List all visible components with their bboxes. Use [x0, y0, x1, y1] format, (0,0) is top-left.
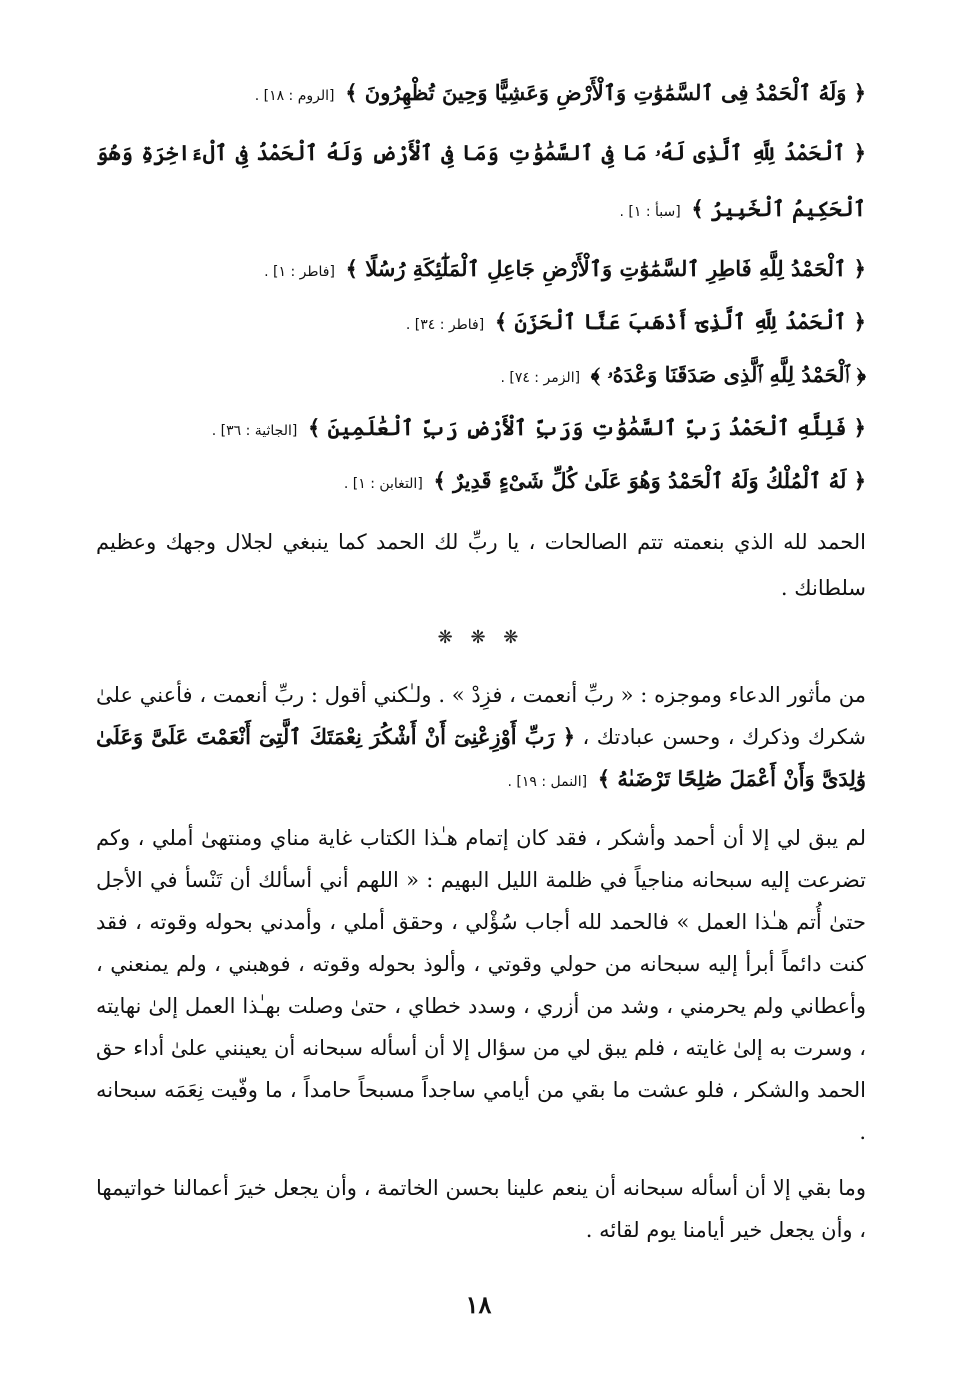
closing-praise-paragraph: الحمد لله الذي بنعمته تتم الصالحات ، يا ربِّ لك الحمد كما ينبغي لجلال وجهك وعظيم سلطانك .: [96, 530, 866, 600]
verse-reference: [الروم : ١٨] .: [254, 88, 335, 104]
verse-line: [96, 307, 866, 340]
verse-reference: [الزمر : ٧٤] .: [500, 370, 581, 386]
page-body: [96, 78, 866, 1265]
quran-verse: ﴿ فَلِلَّهِ ٱلْحَمْدُ رَبِّ ٱلسَّمَٰوَٰتِ وَرَبِّ ٱلْأَرْضِ رَبِّ ٱلْعَٰلَمِينَ ﴾: [308, 415, 866, 440]
page-number: ١٨: [465, 1290, 492, 1319]
verse-line: [96, 78, 866, 111]
verse-line: [96, 125, 866, 240]
quran-verse: ﴿ لَهُ ٱلْمُلْكُ وَلَهُ ٱلْحَمْدُ وَهُوَ عَلَىٰ كُلِّ شَىْءٍ قَدِيرٌ ﴾: [433, 468, 866, 493]
verse-line: [96, 413, 866, 446]
verse-reference: [النمل : ١٩] .: [507, 774, 588, 790]
verse-line: [96, 254, 866, 287]
dua-paragraph: [96, 674, 866, 803]
quran-verse: ﴿ ٱلْحَمْدُ لِلَّهِ ٱلَّذِى لَهُۥ مَا فِى ٱلسَّمَٰوَٰتِ وَمَا فِى ٱلْأَرْضِ وَلَهُ ٱلْحَمْدُ فِى ٱلْءَاخِرَةِ وَهُوَ ٱلْحَكِيمُ ٱلْخَبِيرُ ﴾: [96, 140, 866, 221]
quran-verse: ﴿ ٱلْحَمْدُ لِلَّهِ ٱلَّذِى صَدَقَنَا وَعْدَهُۥ ﴾: [590, 362, 866, 387]
dua-text: من مأثور الدعاء وموجزه : « ربِّ أنعمت ، فزِدْ » . ولـٰكني أقول : ربِّ أنعمت ، فأعني علىٰ شكرك وذكرك ، وحسن عبادتك ،: [96, 683, 866, 749]
quran-verse: ﴿ ٱلْحَمْدُ لِلَّهِ ٱلَّذِىٓ أَذْهَبَ عَنَّا ٱلْحَزَنَ ﴾: [494, 309, 866, 334]
verse-reference: [فاطر : ١] .: [264, 264, 335, 280]
quran-verse: ﴿ ٱلْحَمْدُ لِلَّهِ فَاطِرِ ٱلسَّمَٰوَٰتِ وَٱلْأَرْضِ جَاعِلِ ٱلْمَلَٰٓئِكَةِ رُسُلًا ﴾: [345, 256, 866, 281]
section-separator: ❋ ❋ ❋: [437, 627, 525, 648]
quran-verse: ﴿ وَلَهُ ٱلْحَمْدُ فِى ٱلسَّمَٰوَٰتِ وَٱلْأَرْضِ وَعَشِيًّا وَحِينَ تُظْهِرُونَ ﴾: [345, 80, 866, 105]
verse-line: [96, 360, 866, 393]
final-paragraph: وما بقي إلا أن أسأله سبحانه أن ينعم علينا بحسن الخاتمة ، وأن يجعل خيرَ أعمالنا خواتيمها ، وأن يجعل خير أيامنا يوم لقائه .: [96, 1176, 866, 1242]
gratitude-paragraph: لم يبق لي إلا أن أحمد وأشكر ، فقد كان إتمام هـٰذا الكتاب غاية مناي ومنتهىٰ أملي ، وكم تضرعت إليه سبحانه مناجياً في ظلمة الليل البهيم : « اللهم أني أسألك أن تَنْسأ في الأجل حتىٰ أُتم هـٰذا العمل » فالحمد لله أجاب سُؤْلي ، وحقق أملي ، وأمدني بحوله وقوته ، فقد كنت دائماً أبرأ إليه سبحانه من حولي وقوتي ، وألوذ بحوله وقوته ، فوهبني ، ولم يمنعني ، وأعطاني ولم يحرمني ، وشد من أزري ، وسدد خطاي ، حتىٰ وصلت بهـٰذا العمل إلىٰ نهايته ، وسرت به إلىٰ غايته ، فلم يبق لي من سؤال إلا أن أسأله سبحانه أن يعينني علىٰ أداء حق الحمد والشكر ، فلو عشت ما بقي من أيامي ساجداً مسبحاً حامداً ، ما وفّيت نِعَمَه سبحانه .: [96, 826, 866, 1144]
verse-reference: [سبأ : ١] .: [619, 204, 681, 220]
verse-reference: [التغابن : ١] .: [343, 476, 423, 492]
verse-reference: [فاطر : ٣٤] .: [405, 317, 485, 333]
quran-verse: ﴿ رَبِّ أَوْزِعْنِىٓ أَنْ أَشْكُرَ نِعْمَتَكَ ٱلَّتِىٓ أَنْعَمْتَ عَلَىَّ وَعَلَىٰ وَٰلِدَىَّ وَأَنْ أَعْمَلَ صَٰلِحًا تَرْضَىٰهُ ﴾: [96, 724, 866, 791]
verse-line: [96, 466, 866, 499]
verse-reference: [الجاثية : ٣٦] .: [211, 423, 298, 439]
